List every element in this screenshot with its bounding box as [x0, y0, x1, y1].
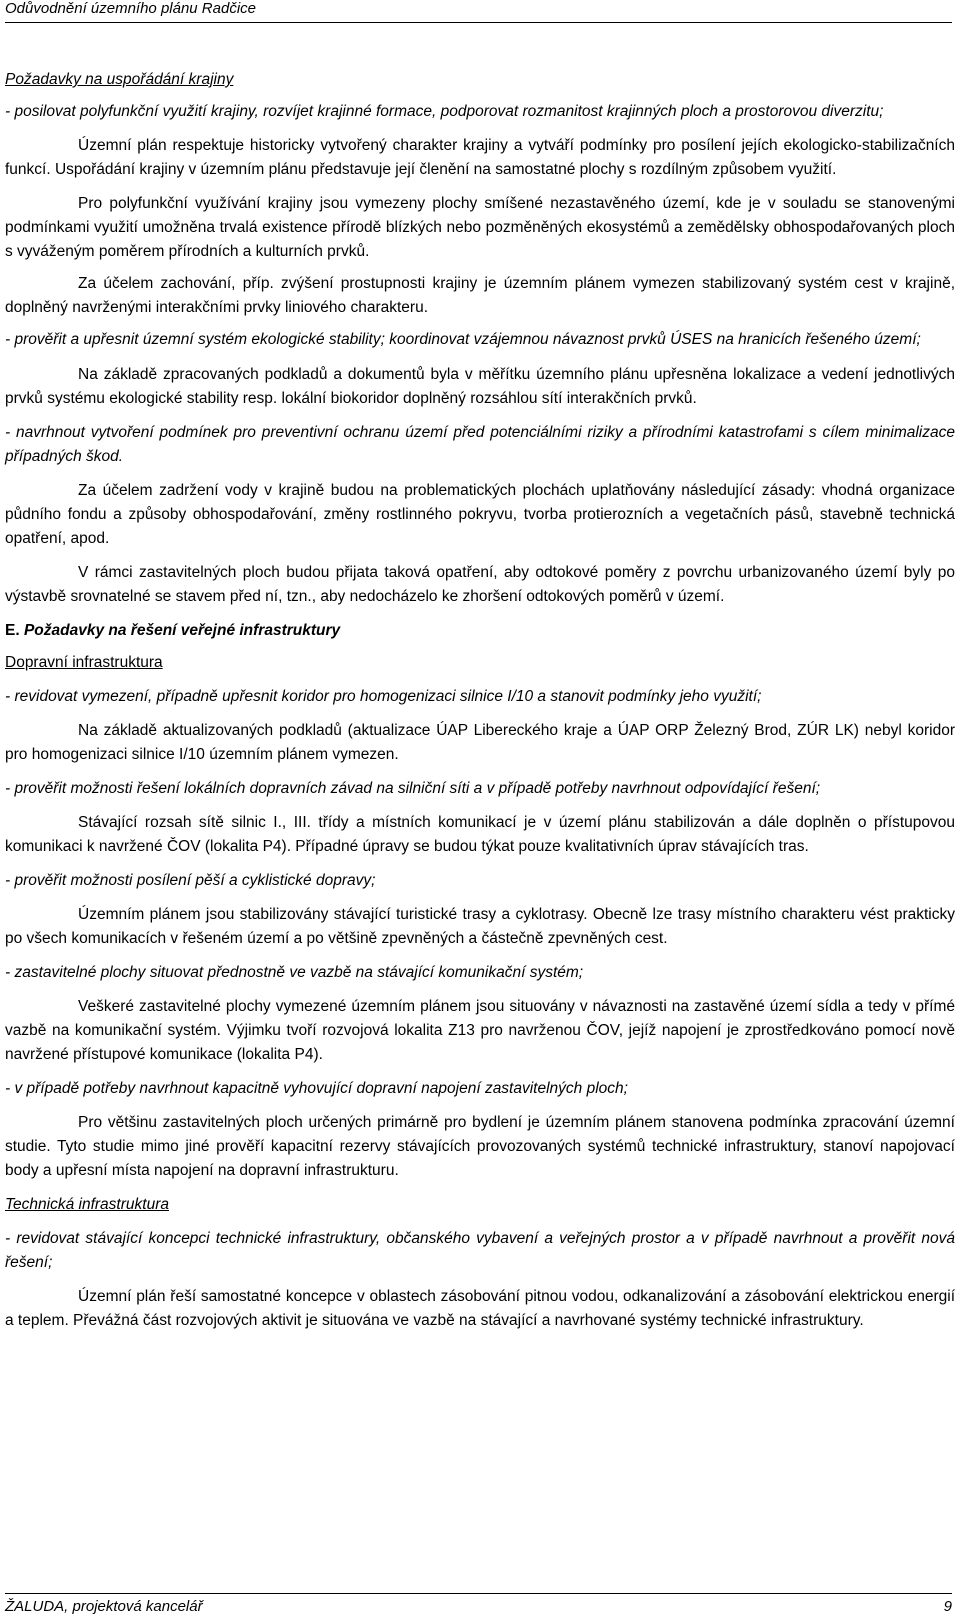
body-paragraph: V rámci zastavitelných ploch budou přijata taková opatření, aby odtokové poměry z povrchu urbanizovaného území byly po výstavbě srovnatelné se stavem před ní, tzn., aby nedocházelo ke zhoršení odtokových poměrů v území.	[5, 564, 955, 605]
section-letter: E.	[5, 622, 20, 639]
page-number: 9	[943, 1598, 952, 1615]
section-heading	[5, 619, 955, 643]
page-footer	[5, 1593, 952, 1620]
footer-company: ŽALUDA, projektová kancelář	[5, 1598, 203, 1615]
body-paragraph: Územním plánem jsou stabilizovány stávající turistické trasy a cyklotrasy. Obecně lze trasy místního charakteru vést prakticky po všech komunikacích v řešeném území a po většině zpevněných a částečně zpevněných cest.	[5, 906, 955, 947]
requirement-item: - prověřit možnosti řešení lokálních dopravních závad na silniční síti a v případě potřeby navrhnout odpovídající řešení;	[5, 780, 821, 797]
body-paragraph: Veškeré zastavitelné plochy vymezené územním plánem jsou situovány v návaznosti na zastavěné území sídla a tedy v přímé vazbě na komunikační systém. Výjimku tvoří rozvojová lokalita Z13 pro navrženou ČOV, jejíž napojení je zprostředkováno pomocí nově navržené přístupové komunikace (lokalita P4).	[5, 998, 955, 1063]
section-heading-text: Požadavky na řešení veřejné infrastruktury	[23, 622, 341, 639]
body-paragraph: Územní plán řeší samostatné koncepce v oblastech zásobování pitnou vodou, odkanalizování a zásobování elektrickou energií a teplem. Převážná část rozvojových aktivit je situována ve vazbě na stávající a navrhované systémy technické infrastruktury.	[5, 1288, 955, 1329]
page-header	[5, 0, 952, 23]
body-paragraph: Za účelem zadržení vody v krajině budou na problematických plochách uplatňovány následující zásady: vhodná organizace půdního fondu a způsoby obhospodařování, změny rostlinného pokryvu, tvorba protierozních a vegetačních pásů, stavebně technická opatření, apod.	[5, 482, 955, 547]
requirement-item: - zastavitelné plochy situovat přednostně ve vazbě na stávající komunikační systém;	[5, 964, 584, 981]
body-paragraph: Na základě aktualizovaných podkladů (aktualizace ÚAP Libereckého kraje a ÚAP ORP Železný Brod, ZÚR LK) nebyl koridor pro homogenizaci silnice I/10 územním plánem vymezen.	[5, 722, 955, 763]
body-paragraph: Stávající rozsah sítě silnic I., III. třídy a místních komunikací je v území plánu stabilizován a dále doplněn o přístupovou komunikaci k navržené ČOV (lokalita P4). Případné úpravy se budou týkat pouze kvalitativních úprav stávajících tras.	[5, 814, 955, 855]
body-paragraph: Za účelem zachování, příp. zvýšení prostupnosti krajiny je územním plánem vymezen stabilizovaný systém cest v krajině, doplněný navrženými interakčními prvky liniového charakteru.	[5, 275, 955, 316]
subsection-title: Dopravní infrastruktura	[5, 654, 163, 671]
requirement-item: - revidovat stávající koncepci technické infrastruktury, občanského vybavení a veřejných prostor a v případě navrhnout a prověřit nová řešení;	[5, 1230, 955, 1271]
body-paragraph: Územní plán respektuje historicky vytvořený charakter krajiny a vytváří podmínky pro posílení jejích ekologicko-stabilizačních funkcí. Uspořádání krajiny v územním plánu představuje její členění na samostatné plochy s rozdílným způsobem využití.	[5, 137, 955, 178]
header-title: Odůvodnění územního plánu Radčice	[5, 0, 257, 17]
requirement-item: - navrhnout vytvoření podmínek pro preventivní ochranu území před potenciálními riziky a přírodními katastrofami s cílem minimalizace případných škod.	[5, 424, 955, 465]
subsection-title: Požadavky na uspořádání krajiny	[5, 71, 234, 88]
requirement-item: - posilovat polyfunkční využití krajiny, rozvíjet krajinné formace, podporovat rozmanitost krajinných ploch a prostorovou diverzitu;	[5, 103, 884, 120]
body-paragraph: Pro polyfunkční využívání krajiny jsou vymezeny plochy smíšené nezastavěného území, kde je v souladu se stanovenými podmínkami využití umožněna trvalá existence přírodě blízkých nebo pozměněných ekosystémů a zemědělsky obhospodařovaných ploch s vyváženým poměrem přírodních a kulturních prvků.	[5, 195, 955, 260]
requirement-item: - prověřit a upřesnit územní systém ekologické stability; koordinovat vzájemnou návaznost prvků ÚSES na hranicích řešeného území;	[5, 331, 921, 348]
body-paragraph: Na základě zpracovaných podkladů a dokumentů byla v měřítku územního plánu upřesněna lokalizace a vedení jednotlivých prvků systému ekologické stability resp. lokální biokoridor doplněný rozsáhlou sítí interakčních prvků.	[5, 366, 955, 407]
document-body	[5, 68, 955, 1333]
requirement-item: - revidovat vymezení, případně upřesnit koridor pro homogenizaci silnice I/10 a stanovit podmínky jeho využití;	[5, 688, 762, 705]
body-paragraph: Pro většinu zastavitelných ploch určených primárně pro bydlení je územním plánem stanovena podmínka zpracování územní studie. Tyto studie mimo jiné prověří kapacitní rezervy stávajících provozovaných systémů technické infrastruktury, stanoví napojovací body a upřesní místa napojení na dopravní infrastrukturu.	[5, 1114, 955, 1179]
requirement-item: - v případě potřeby navrhnout kapacitně vyhovující dopravní napojení zastavitelných ploch;	[5, 1080, 628, 1097]
subsection-title: Technická infrastruktura	[5, 1196, 169, 1213]
requirement-item: - prověřit možnosti posílení pěší a cyklistické dopravy;	[5, 872, 376, 889]
